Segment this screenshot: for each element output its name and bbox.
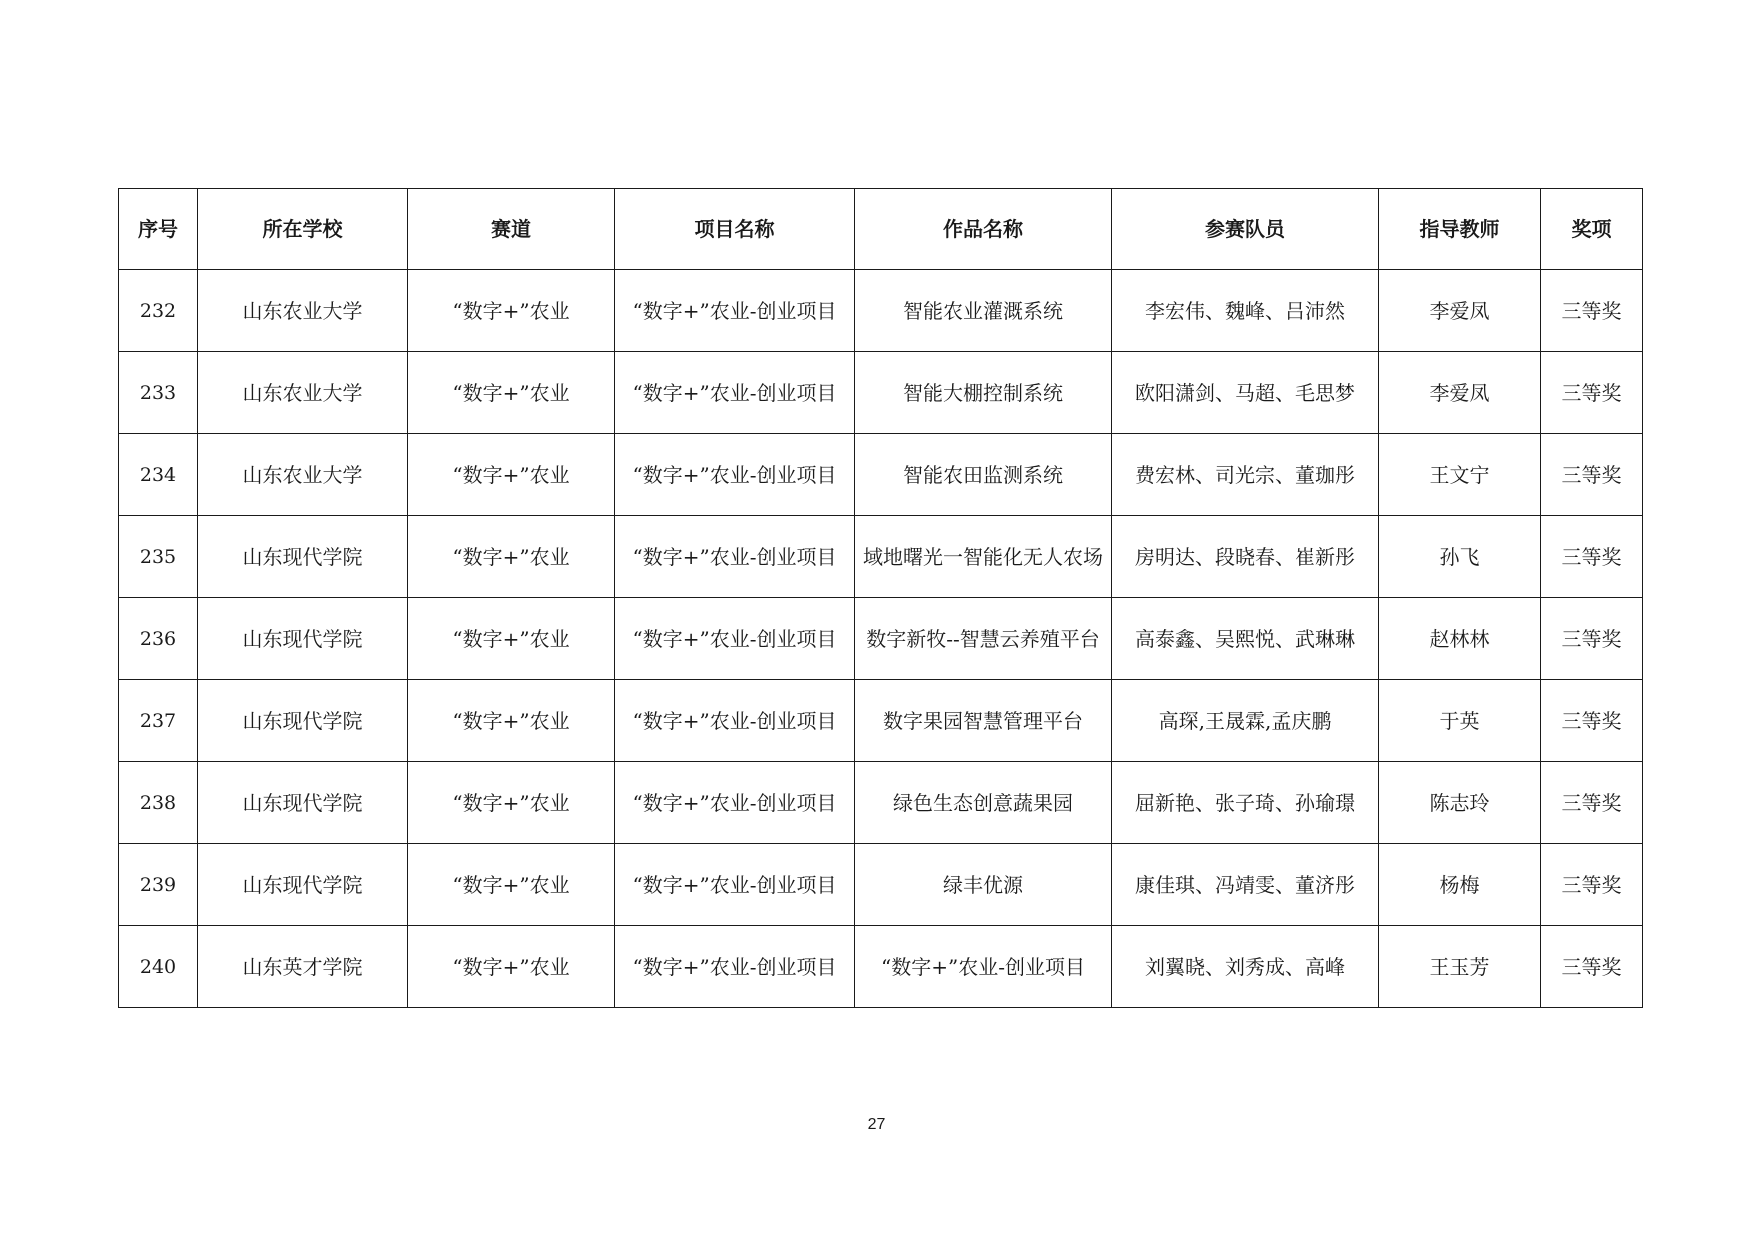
cell-serial-number: 232: [119, 270, 198, 352]
cell-track: “数字+”农业: [408, 844, 615, 926]
cell-track: “数字+”农业: [408, 434, 615, 516]
cell-track: “数字+”农业: [408, 352, 615, 434]
cell-advisor: 李爱凤: [1379, 270, 1541, 352]
cell-advisor: 于英: [1379, 680, 1541, 762]
cell-track: “数字+”农业: [408, 516, 615, 598]
table-row: [119, 762, 1643, 844]
cell-team-members: 高泰鑫、吴熙悦、武琳琳: [1112, 598, 1379, 680]
cell-school: 山东农业大学: [198, 270, 408, 352]
cell-team-members: 康佳琪、冯靖雯、董济彤: [1112, 844, 1379, 926]
cell-track: “数字+”农业: [408, 926, 615, 1008]
cell-school: 山东现代学院: [198, 844, 408, 926]
header-award: 奖项: [1541, 189, 1643, 270]
cell-serial-number: 236: [119, 598, 198, 680]
cell-project-name: “数字+”农业-创业项目: [615, 844, 855, 926]
header-serial-number: 序号: [119, 189, 198, 270]
cell-award: 三等奖: [1541, 352, 1643, 434]
cell-work-name: 智能大棚控制系统: [855, 352, 1112, 434]
cell-work-name: 数字果园智慧管理平台: [855, 680, 1112, 762]
cell-school: 山东农业大学: [198, 352, 408, 434]
cell-school: 山东农业大学: [198, 434, 408, 516]
table-row: [119, 352, 1643, 434]
cell-track: “数字+”农业: [408, 598, 615, 680]
cell-serial-number: 238: [119, 762, 198, 844]
cell-team-members: 屈新艳、张子琦、孙瑜璟: [1112, 762, 1379, 844]
table-row: [119, 680, 1643, 762]
cell-advisor: 王玉芳: [1379, 926, 1541, 1008]
cell-project-name: “数字+”农业-创业项目: [615, 270, 855, 352]
header-track: 赛道: [408, 189, 615, 270]
table-row: [119, 926, 1643, 1008]
cell-award: 三等奖: [1541, 680, 1643, 762]
cell-advisor: 李爱凤: [1379, 352, 1541, 434]
cell-project-name: “数字+”农业-创业项目: [615, 680, 855, 762]
cell-advisor: 赵林林: [1379, 598, 1541, 680]
header-advisor: 指导教师: [1379, 189, 1541, 270]
cell-school: 山东现代学院: [198, 680, 408, 762]
table-row: [119, 270, 1643, 352]
header-project-name: 项目名称: [615, 189, 855, 270]
cell-track: “数字+”农业: [408, 762, 615, 844]
cell-award: 三等奖: [1541, 844, 1643, 926]
cell-track: “数字+”农业: [408, 270, 615, 352]
cell-advisor: 陈志玲: [1379, 762, 1541, 844]
cell-project-name: “数字+”农业-创业项目: [615, 926, 855, 1008]
cell-serial-number: 233: [119, 352, 198, 434]
cell-serial-number: 237: [119, 680, 198, 762]
table-row: [119, 434, 1643, 516]
cell-project-name: “数字+”农业-创业项目: [615, 434, 855, 516]
cell-award: 三等奖: [1541, 598, 1643, 680]
cell-serial-number: 240: [119, 926, 198, 1008]
cell-project-name: “数字+”农业-创业项目: [615, 516, 855, 598]
cell-advisor: 杨梅: [1379, 844, 1541, 926]
cell-team-members: 刘翼晓、刘秀成、高峰: [1112, 926, 1379, 1008]
cell-advisor: 孙飞: [1379, 516, 1541, 598]
table-row: [119, 598, 1643, 680]
cell-serial-number: 234: [119, 434, 198, 516]
cell-award: 三等奖: [1541, 270, 1643, 352]
cell-school: 山东现代学院: [198, 762, 408, 844]
cell-school: 山东现代学院: [198, 598, 408, 680]
cell-award: 三等奖: [1541, 516, 1643, 598]
cell-advisor: 王文宁: [1379, 434, 1541, 516]
cell-team-members: 李宏伟、魏峰、吕沛然: [1112, 270, 1379, 352]
cell-project-name: “数字+”农业-创业项目: [615, 762, 855, 844]
cell-team-members: 欧阳潇剑、马超、毛思梦: [1112, 352, 1379, 434]
cell-school: 山东现代学院: [198, 516, 408, 598]
cell-project-name: “数字+”农业-创业项目: [615, 598, 855, 680]
header-row: [119, 189, 1643, 270]
cell-serial-number: 235: [119, 516, 198, 598]
cell-work-name: 域地曙光一智能化无人农场: [855, 516, 1112, 598]
cell-serial-number: 239: [119, 844, 198, 926]
cell-school: 山东英才学院: [198, 926, 408, 1008]
cell-award: 三等奖: [1541, 926, 1643, 1008]
table-row: [119, 516, 1643, 598]
cell-project-name: “数字+”农业-创业项目: [615, 352, 855, 434]
cell-work-name: 智能农田监测系统: [855, 434, 1112, 516]
table-row: [119, 844, 1643, 926]
cell-work-name: 智能农业灌溉系统: [855, 270, 1112, 352]
cell-team-members: 房明达、段晓春、崔新彤: [1112, 516, 1379, 598]
header-work-name: 作品名称: [855, 189, 1112, 270]
header-school: 所在学校: [198, 189, 408, 270]
page-number: 27: [867, 1116, 886, 1133]
cell-work-name: 绿色生态创意蔬果园: [855, 762, 1112, 844]
cell-work-name: 数字新牧--智慧云养殖平台: [855, 598, 1112, 680]
header-team-members: 参赛队员: [1112, 189, 1379, 270]
award-table: [118, 188, 1643, 1008]
cell-track: “数字+”农业: [408, 680, 615, 762]
cell-award: 三等奖: [1541, 434, 1643, 516]
cell-work-name: 绿丰优源: [855, 844, 1112, 926]
cell-team-members: 费宏林、司光宗、董珈彤: [1112, 434, 1379, 516]
cell-award: 三等奖: [1541, 762, 1643, 844]
cell-team-members: 高琛,王晟霖,孟庆鹏: [1112, 680, 1379, 762]
cell-work-name: “数字+”农业-创业项目: [855, 926, 1112, 1008]
